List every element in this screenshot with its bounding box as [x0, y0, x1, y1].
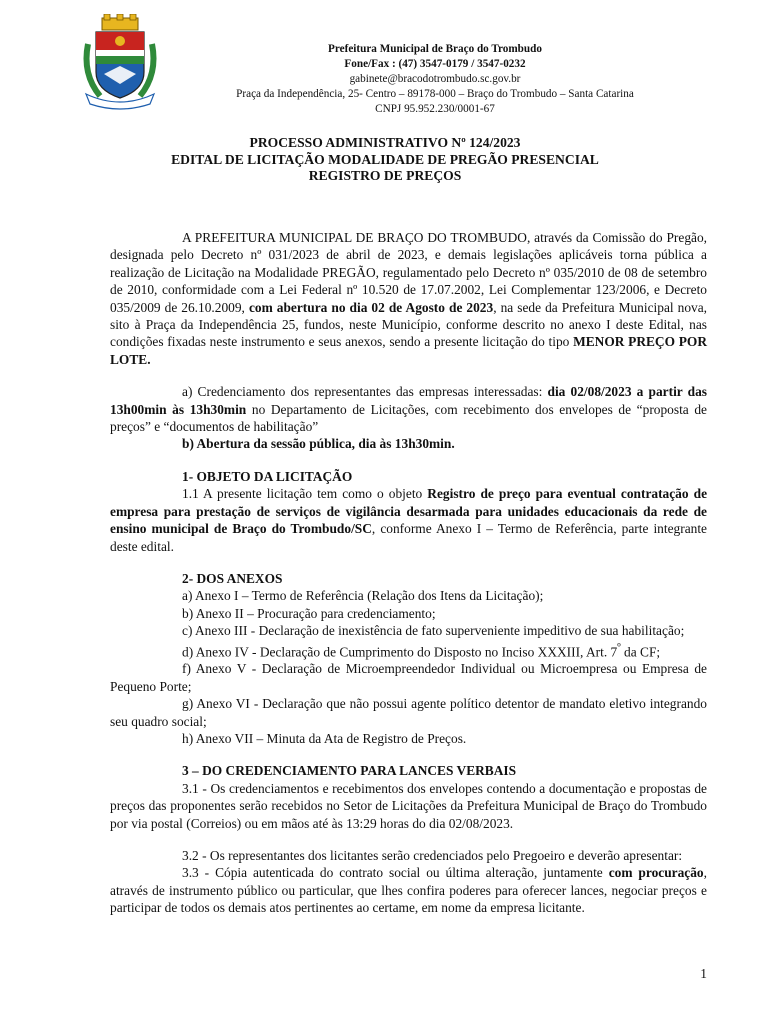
annex-d-text-2: da CF;	[620, 644, 661, 659]
registro-title: REGISTRO DE PREÇOS	[308, 168, 462, 183]
section-3-2: 3.2 - Os representantes dos licitantes serão credenciados pelo Pregoeiro e deverão apresentar:	[182, 848, 683, 864]
annex-item-g: g) Anexo VI - Declaração que não possui agente político detentor de mandato eletivo integrando seu quadro social;	[110, 696, 707, 729]
phone-fax: Fone/Fax : (47) 3547-0179 / 3547-0232	[344, 58, 526, 70]
letterhead	[190, 42, 680, 117]
email-address: gabinete@bracodotrombudo.sc.gov.br	[349, 73, 521, 85]
intro-bold-type: MENOR PREÇO POR LOTE.	[110, 334, 707, 367]
intro-text-2: , na sede da Prefeitura Municipal nova, sito à Praça da Independência 25, fundos, neste Município, conforme descrito no anexo I deste Edital, nas condições fixadas neste instrumento e seus anexos, sendo a presente licitação do tipo	[110, 299, 708, 350]
intro-paragraph	[110, 229, 707, 368]
postal-address: Praça da Independência, 25- Centro – 89178-000 – Braço do Trombudo – Santa Catarina	[236, 88, 634, 100]
cred-text-1: a) Credenciamento dos representantes das empresas interessadas:	[182, 384, 548, 400]
annex-item-a: a) Anexo I – Termo de Referência (Relação dos Itens da Licitação);	[182, 588, 544, 604]
annex-item-h: h) Anexo VII – Minuta da Ata de Registro de Preços.	[182, 731, 467, 747]
edital-title: EDITAL DE LICITAÇÃO MODALIDADE DE PREGÃO PRESENCIAL	[171, 151, 599, 167]
document-body	[110, 229, 707, 917]
intro-text-1: A PREFEITURA MUNICIPAL DE BRAÇO DO TROMBUDO, através da Comissão do Pregão, designada pelo Decreto nº 031/2023 de abril de 2023, e demais legislações aplicáveis torna pública a realização de Licitação na Modalidade PREGÃO, regulamentado pelo Decreto nº 035/2010 de 08 de setembro de 2010, conformidade com a Lei Federal nº 10.520 de 17.07.2002, Lei Complementar 123/2006, e Decreto 035/2009 de 26.10.2009,	[110, 230, 707, 315]
section-2-heading: 2- DOS ANEXOS	[182, 570, 283, 586]
s1-text-2: , conforme Anexo I – Termo de Referência, parte integrante deste edital.	[110, 521, 707, 554]
section-3-heading: 3 – DO CREDENCIAMENTO PARA LANCES VERBAIS	[182, 763, 517, 779]
s1-text-1: 1.1 A presente licitação tem como o objeto	[182, 486, 428, 502]
section-1-paragraph	[110, 485, 707, 555]
annex-d-text: d) Anexo IV - Declaração de Cumprimento do Disposto no Inciso XXXIII, Art. 7	[182, 644, 618, 659]
abertura-line: b) Abertura da sessão pública, dia às 13h30min.	[182, 436, 455, 452]
section-1-heading: 1- OBJETO DA LICITAÇÃO	[182, 468, 353, 484]
cnpj: CNPJ 95.952.230/0001-67	[375, 103, 495, 115]
annex-item-f: f) Anexo V - Declaração de Microempreendedor Individual ou Microempresa ou Empresa de Pequeno Porte;	[110, 661, 707, 694]
cred-bold-time: dia 02/08/2023 a partir das 13h00min às 13h30min	[110, 384, 707, 417]
intro-bold-date: com abertura no dia 02 de Agosto de 2023	[248, 299, 494, 315]
credenciamento-paragraph	[110, 383, 707, 435]
page-number: 1	[700, 966, 707, 981]
coat-of-arms-icon	[78, 14, 162, 112]
s33-text-2: , através de instrumento público ou particular, que lhes confira poderes para oferecer lances, negociar preços e participar de todos os demais atos pertinentes ao certame, em nome da empresa licitante.	[110, 865, 707, 916]
annex-item-d	[110, 640, 707, 661]
s33-text-1: 3.3 - Cópia autenticada do contrato social ou última alteração, juntamente	[182, 865, 609, 881]
annex-item-c: c) Anexo III - Declaração de inexistência de fato superveniente impeditivo de sua habilitação;	[182, 623, 685, 639]
cred-text-2: no Departamento de Licitações, com recebimento dos envelopes de “proposta de preços” e “documentos de habilitação”	[110, 401, 708, 435]
document-titles	[110, 135, 660, 185]
annex-item-b: b) Anexo II – Procuração para credenciamento;	[182, 605, 436, 621]
institution-name: Prefeitura Municipal de Braço do Trombudo	[328, 43, 542, 55]
section-3-1: 3.1 - Os credenciamentos e recebimentos dos envelopes contendo a documentação e propostas de preços das proponentes serão recebidos no Setor de Licitações da Prefeitura Municipal de Braço do Trombudo por via postal (Correios) ou em mãos até às 13:29 horas do dia 02/08/2023.	[110, 780, 707, 831]
section-3-3	[110, 864, 707, 916]
annex-d-superscript: º	[617, 641, 621, 654]
process-title: PROCESSO ADMINISTRATIVO Nº 124/2023	[249, 135, 521, 150]
s33-bold: com procuração	[608, 865, 704, 881]
s1-bold-object: Registro de preço para eventual contratação de empresa para prestação de serviços de vigilância desarmada para unidades educacionais da rede de ensino municipal de Braço do Trombudo/SC	[110, 486, 708, 537]
